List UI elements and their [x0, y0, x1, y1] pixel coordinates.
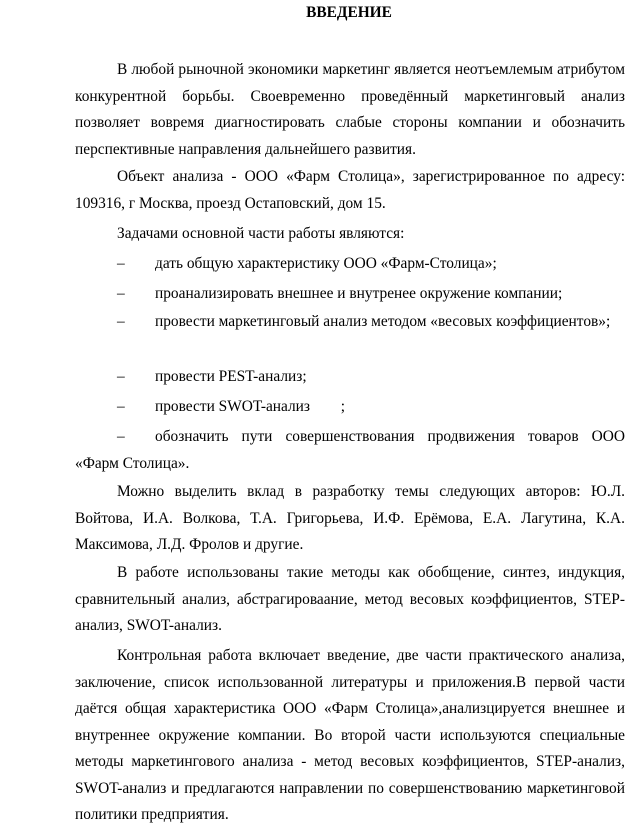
list-item	[75, 394, 625, 421]
list-item	[75, 364, 625, 391]
paragraph-authors: Можно выделить вклад в разработку темы следующих авторов: Ю.Л. Войтова, И.А. Волкова, Т.А. Григорьева, И.Ф. Ерёмова, Е.А. Лагутина, К.А. Максимова, Л.Д. Фролов и другие.	[75, 483, 625, 553]
list-marker: –	[117, 398, 125, 415]
list-marker: –	[117, 285, 125, 302]
paragraph-tasks-intro: Задачами основной части работы являются:	[117, 225, 405, 242]
list-marker: –	[117, 428, 125, 445]
list-item-text: проанализировать внешнее и внутренее окружение компании;	[155, 285, 563, 302]
list-marker: –	[117, 255, 125, 272]
list-item-text: провести SWOT-анализ ;	[155, 398, 346, 415]
list-item-text: дать общую характеристику ООО «Фарм-Столица»;	[155, 255, 497, 272]
list-marker: –	[117, 368, 125, 385]
list-item	[75, 281, 625, 308]
page-title: ВВЕДЕНИЕ	[306, 4, 392, 21]
list-marker: –	[117, 313, 125, 330]
list-item-text: провести PEST-анализ;	[155, 368, 307, 385]
list-item-text: обозначить пути совершенствования продвижения товаров ООО «Фарм Столица».	[75, 428, 625, 472]
list-item	[75, 424, 625, 477]
list-item	[75, 251, 625, 278]
list-item-text: провести маркетинговый анализ методом «весовых коэффициентов»;	[155, 313, 611, 330]
paragraph-intro: В любой рыночной экономики маркетинг является неотъемлемым атрибутом конкурентной борьбы. Своевременно проведённый маркетинговый анализ позволяет вовремя диагностировать слабые стороны компании и обозначить перспективные направления дальнейшего развития.	[75, 61, 625, 158]
paragraph-object: Объект анализа - ООО «Фарм Столица», зарегистрированное по адресу: 109316, г Москва, проезд Остаповский, дом 15.	[75, 168, 625, 212]
list-item	[75, 309, 625, 336]
paragraph-methods: В работе использованы такие методы как обобщение, синтез, индукция, сравнительный анализ, абстрагироваание, метод весовых коэффициентов, STEP-анализ, SWOT-анализ.	[75, 564, 625, 634]
paragraph-structure: Контрольная работа включает введение, две части практического анализа, заключение, список использованной литературы и приложения.В первой части даётся общая характеристика ООО «Фарм Столица»,анализцируется внешнее и внутреннее окружение компании. Во второй части используются специальные методы маркетингового анализа - метод весовых коэффициентов, STEP-анализ, SWOT-анализ и предлагаются направлении по совершенствованию маркетинговой политики предприятия.	[75, 647, 625, 823]
